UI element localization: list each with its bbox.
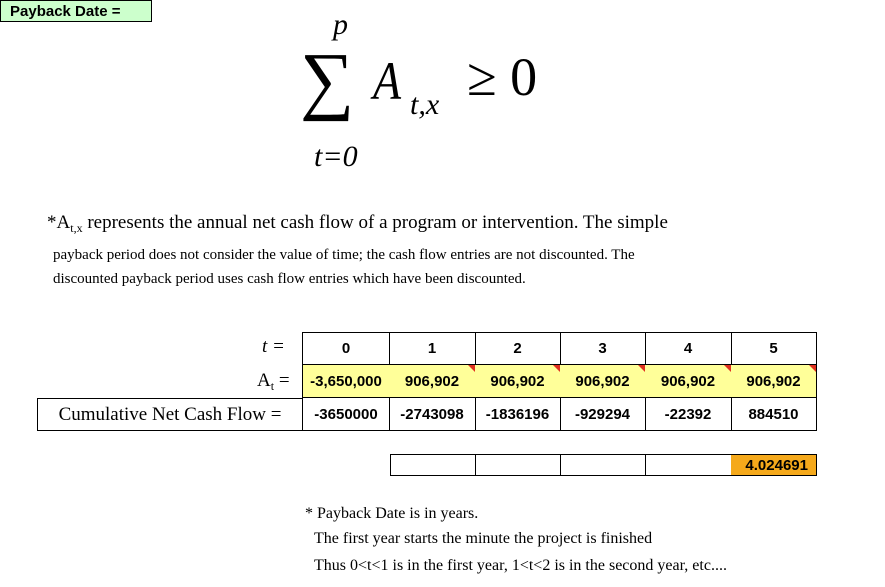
cumulative-cell: -1836196	[475, 398, 561, 431]
cash-flow-cell[interactable]: -3,650,000	[302, 365, 390, 398]
comment-indicator-icon	[468, 365, 475, 372]
year-cell: 0	[302, 332, 390, 365]
note-line1-text: represents the annual net cash flow of a program or intervention. The simple	[82, 212, 668, 233]
footnote-line-2: The first year starts the minute the project is finished	[314, 530, 653, 547]
year-cell: 4	[645, 332, 732, 365]
year-cell: 2	[475, 332, 561, 365]
cumulative-cell: -929294	[560, 398, 646, 431]
row-label-t: t =	[262, 336, 285, 357]
payback-date-value[interactable]: 4.024691	[731, 454, 817, 476]
cash-flow-cell[interactable]: 906,902	[389, 365, 476, 398]
note-body: payback period does not consider the value of time; the cash flow entries are not discounted. The discounted payback period uses cash flow entries which have been discounted.	[53, 247, 635, 287]
comment-indicator-icon	[553, 365, 560, 372]
formula-lower-limit: t=0	[314, 140, 358, 173]
row-label-a-eq: =	[274, 370, 290, 391]
comment-indicator-icon	[809, 365, 816, 372]
comment-indicator-icon	[724, 365, 731, 372]
note-symbol-subscript: t,x	[70, 221, 83, 235]
cumulative-cell: 884510	[731, 398, 817, 431]
cash-flow-cell[interactable]: 906,902	[475, 365, 561, 398]
footnote-line-1: * Payback Date is in years.	[305, 505, 479, 522]
formula-term: A	[373, 51, 402, 111]
row-label-a-sub: t	[270, 379, 275, 393]
cash-flow-cell[interactable]: 906,902	[645, 365, 732, 398]
cash-flow-cell[interactable]: 906,902	[731, 365, 817, 398]
note-symbol: A	[56, 212, 71, 233]
row-label-a-symbol: A	[257, 370, 271, 391]
cumulative-cell: -3650000	[302, 398, 390, 431]
comment-indicator-icon	[638, 365, 645, 372]
row-label-cumulative: Cumulative Net Cash Flow =	[37, 398, 302, 431]
year-cell: 1	[389, 332, 476, 365]
note-first-line	[47, 212, 668, 236]
year-cell: 5	[731, 332, 817, 365]
payback-empty-cell	[390, 454, 476, 476]
payback-empty-cell	[475, 454, 561, 476]
cumulative-cell: -22392	[645, 398, 732, 431]
formula-subscript: t,x	[410, 88, 440, 121]
formula-upper-limit: p	[333, 8, 348, 41]
cumulative-cell: -2743098	[389, 398, 476, 431]
formula-relation: ≥ 0	[467, 47, 538, 107]
formula-sigma: ∑	[300, 38, 355, 122]
row-label-a	[257, 370, 290, 394]
cash-flow-cell[interactable]: 906,902	[560, 365, 646, 398]
payback-empty-cell	[560, 454, 646, 476]
year-cell: 3	[560, 332, 646, 365]
payback-date-label: Payback Date =	[0, 0, 152, 22]
footnote-line-3: Thus 0<t<1 is in the first year, 1<t<2 is in the second year, etc....	[314, 557, 727, 574]
note-star: *	[47, 212, 57, 233]
payback-empty-cell	[645, 454, 732, 476]
